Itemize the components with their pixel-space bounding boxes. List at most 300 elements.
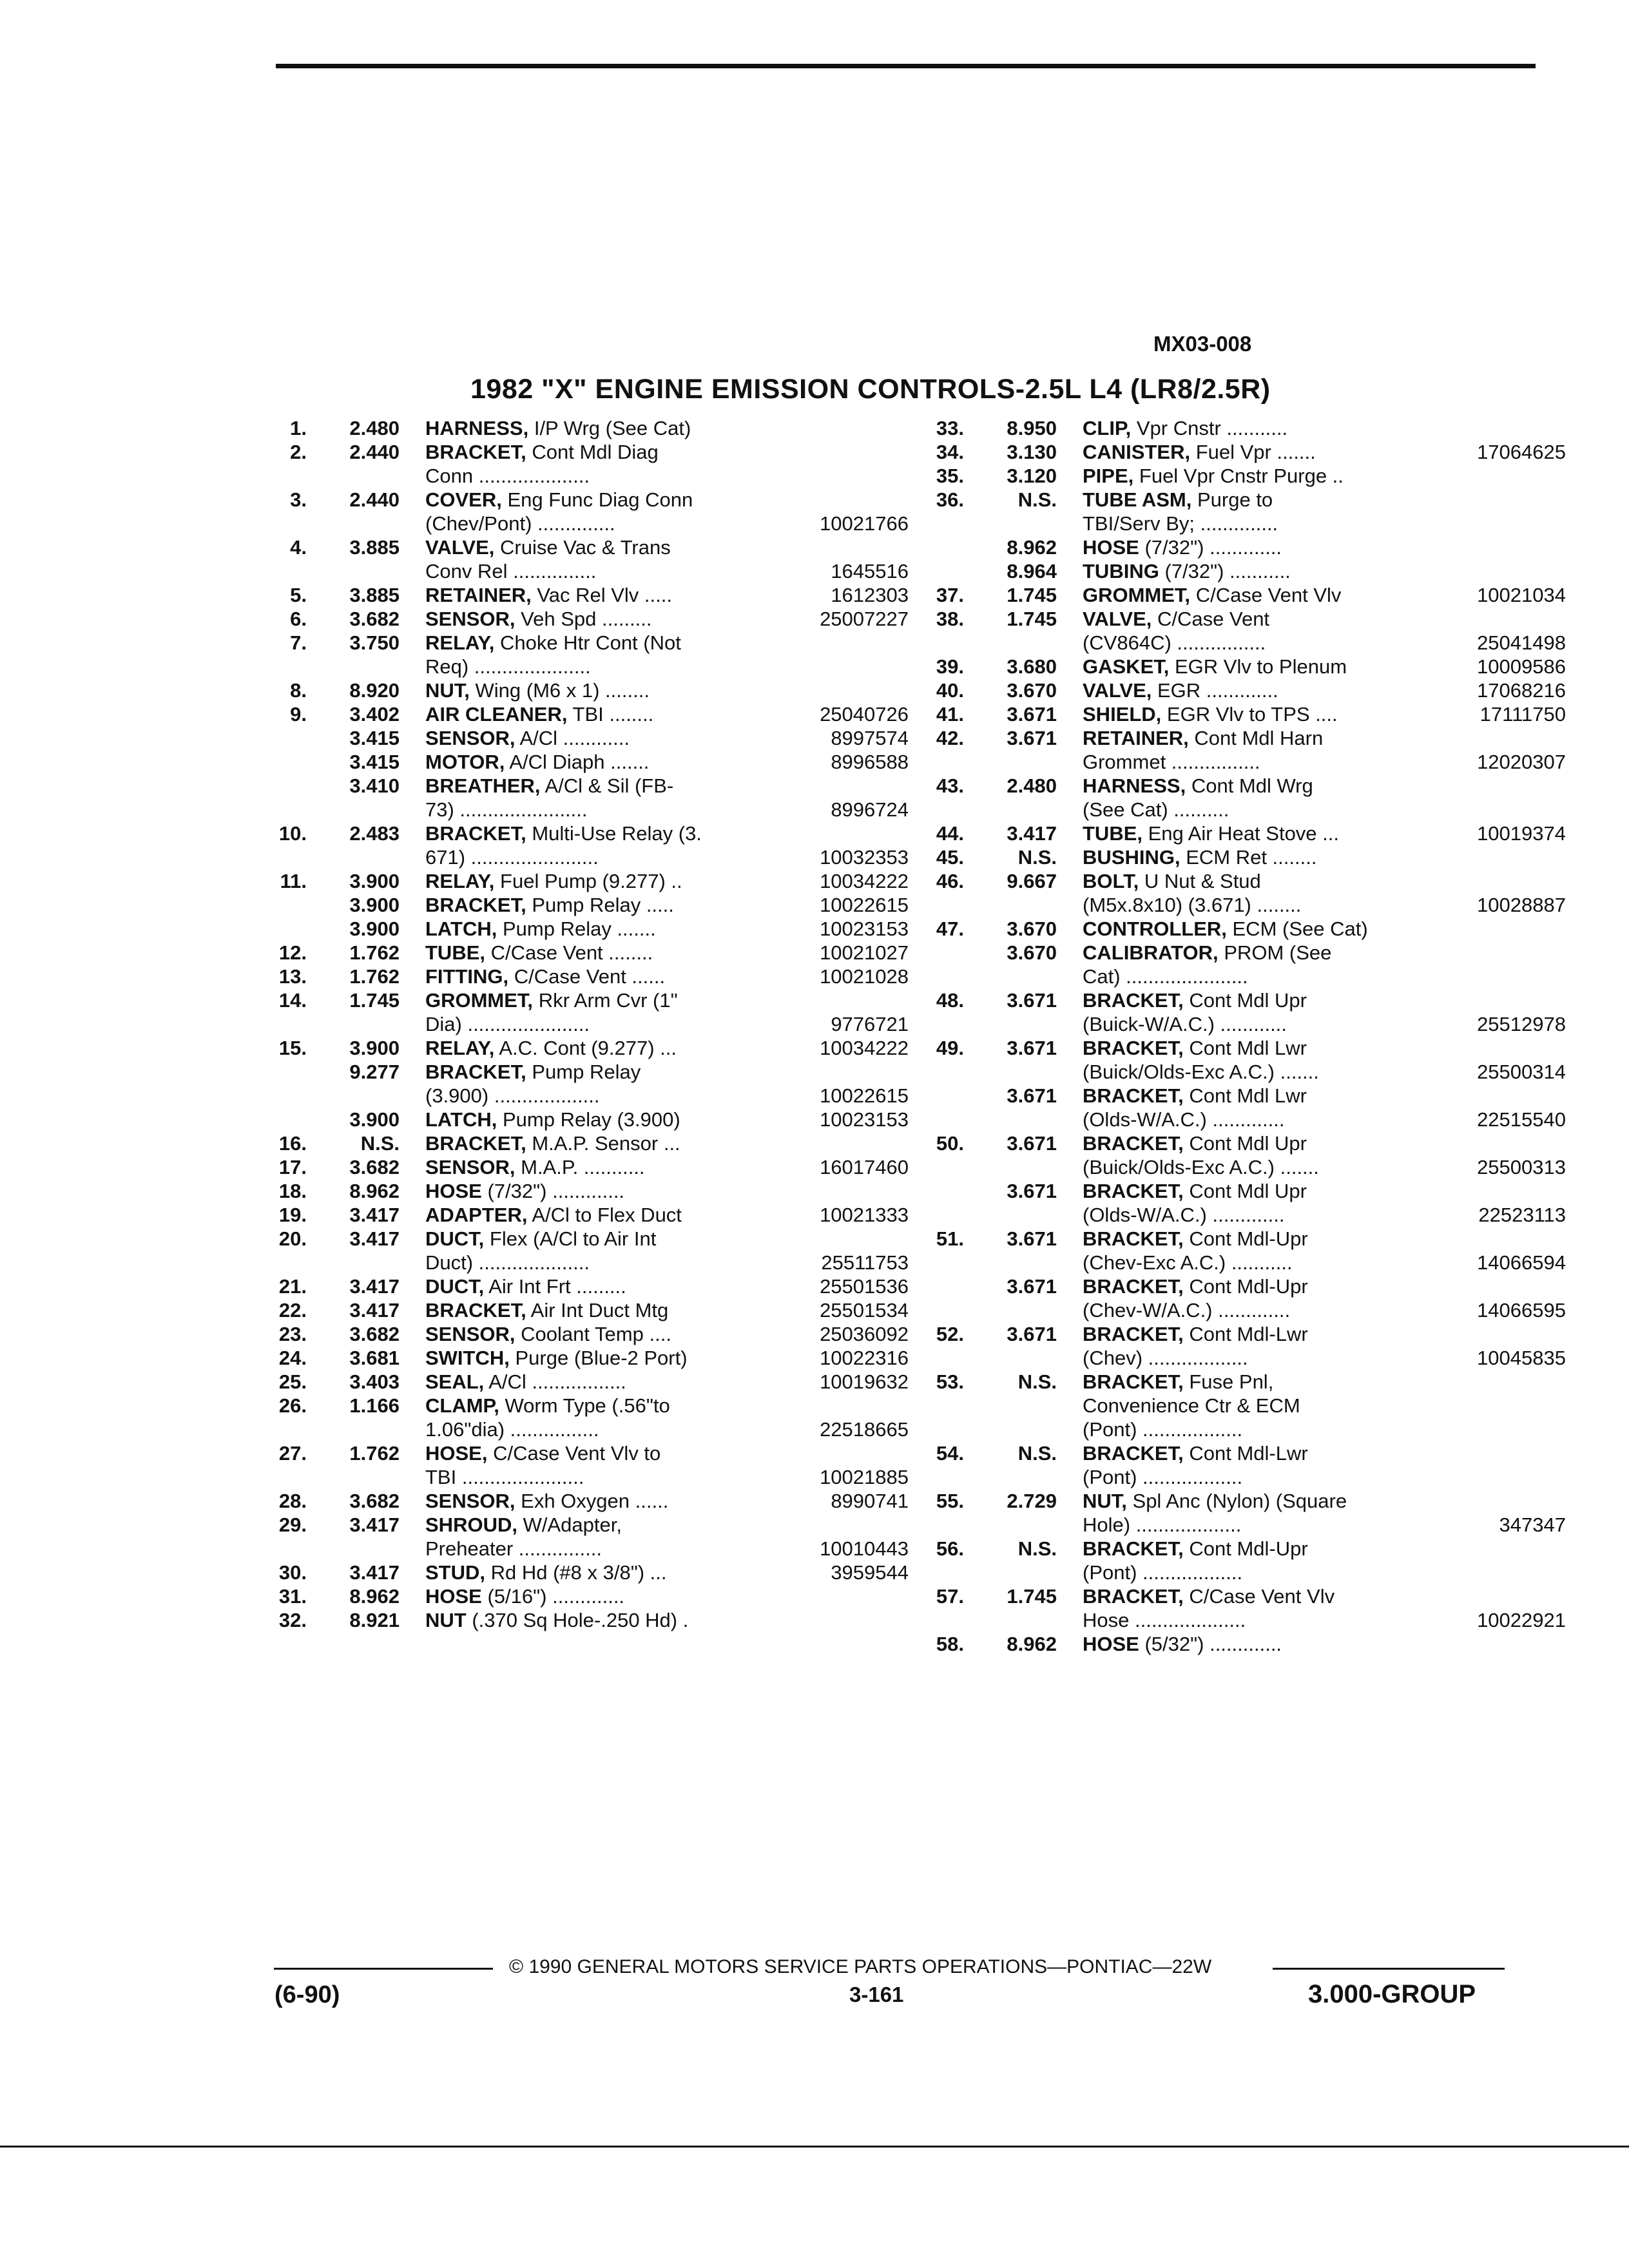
- part-description: [425, 1060, 773, 1108]
- item-number: 14.: [278, 989, 307, 1012]
- footer-page-number: 3-161: [849, 1983, 904, 2006]
- part-name: SEAL,: [425, 1370, 485, 1393]
- part-detail: Fuel Vpr Cnstr Purge ..: [1139, 465, 1344, 487]
- group-number: 3.885: [349, 584, 400, 606]
- parts-list-item: [264, 1584, 909, 1608]
- item-number: 28.: [278, 1490, 307, 1512]
- part-number: 25501536: [820, 1275, 909, 1298]
- part-description: [1083, 535, 1431, 559]
- part-detail: Pump Relay (3.900): [502, 1108, 680, 1131]
- part-description: [425, 1441, 773, 1489]
- item-number: 3.: [290, 488, 307, 511]
- part-detail: Cont Mdl Diag Conn ....................: [425, 441, 659, 487]
- part-name: TUBING: [1083, 560, 1159, 582]
- group-number: 3.415: [349, 727, 400, 749]
- part-description: [425, 1203, 773, 1227]
- group-number: 3.417: [349, 1275, 400, 1298]
- part-name: GASKET,: [1083, 655, 1170, 678]
- part-description: [425, 1179, 773, 1203]
- part-name: BRACKET,: [1083, 1227, 1184, 1250]
- part-number: 22515540: [1477, 1108, 1566, 1131]
- part-name: BRACKET,: [1083, 1537, 1184, 1560]
- part-name: TUBE ASM,: [1083, 488, 1192, 511]
- part-number: 25512978: [1477, 1013, 1566, 1035]
- part-detail: Cont Mdl Upr (Buick-W/A.C.) ............: [1083, 989, 1307, 1035]
- group-number: 3.671: [1007, 1227, 1057, 1250]
- part-number: 8996588: [831, 751, 909, 773]
- parts-list-item: [264, 1108, 909, 1131]
- part-name: RETAINER,: [425, 584, 532, 606]
- parts-list-item: [264, 631, 909, 678]
- part-name: BRACKET,: [1083, 1585, 1184, 1608]
- part-detail: EGR .............: [1157, 679, 1278, 702]
- part-number: 25041498: [1477, 631, 1566, 654]
- parts-list-item: [921, 1084, 1566, 1131]
- page-title: 1982 "X" ENGINE EMISSION CONTROLS-2.5L L4 (LR8/2.5R): [470, 374, 1271, 405]
- group-number: 3.671: [1007, 1132, 1057, 1155]
- parts-list-item: [264, 1489, 909, 1513]
- group-number: 8.964: [1007, 560, 1057, 582]
- item-number: 32.: [278, 1609, 307, 1631]
- item-number: 40.: [936, 679, 964, 702]
- parts-list-right: [921, 416, 1566, 1656]
- part-detail: (7/32") .............: [487, 1180, 625, 1202]
- part-description: [1083, 822, 1431, 845]
- parts-list-item: [264, 1394, 909, 1441]
- parts-list-item: [921, 1632, 1566, 1656]
- group-number: 3.900: [349, 870, 400, 892]
- parts-list-item: [264, 678, 909, 702]
- item-number: 10.: [278, 822, 307, 845]
- part-name: BRACKET,: [1083, 1180, 1184, 1202]
- part-name: BRACKET,: [425, 1061, 526, 1083]
- group-number: 3.900: [349, 918, 400, 940]
- parts-list-item: [264, 893, 909, 917]
- part-name: SENSOR,: [425, 608, 516, 630]
- parts-list-item: [264, 750, 909, 774]
- part-description: [1083, 1537, 1431, 1584]
- group-number: 3.403: [349, 1370, 400, 1393]
- part-name: BRACKET,: [425, 894, 526, 916]
- item-number: 50.: [936, 1132, 964, 1155]
- part-detail: Cont Mdl-Upr (Pont) ..................: [1083, 1537, 1308, 1584]
- part-name: BRACKET,: [1083, 1132, 1184, 1155]
- group-number: 8.962: [349, 1180, 400, 1202]
- parts-list-item: [264, 822, 909, 869]
- part-name: BRACKET,: [1083, 1275, 1184, 1298]
- item-number: 17.: [278, 1156, 307, 1178]
- part-name: HOSE: [425, 1180, 482, 1202]
- part-description: [425, 607, 773, 631]
- part-description: [425, 583, 773, 607]
- part-number: 25036092: [820, 1323, 909, 1345]
- footer-copyright: © 1990 GENERAL MOTORS SERVICE PARTS OPERATIONS—PONTIAC—22W: [509, 1956, 1212, 1977]
- part-description: [1083, 1084, 1431, 1131]
- group-number: 1.745: [349, 989, 400, 1012]
- part-description: [425, 750, 773, 774]
- item-number: 57.: [936, 1585, 964, 1608]
- part-number: 10019374: [1477, 822, 1566, 845]
- part-detail: Veh Spd .........: [521, 608, 652, 630]
- part-description: [1083, 1441, 1431, 1489]
- part-detail: Pump Relay .......: [502, 918, 656, 940]
- parts-list-item: [264, 1060, 909, 1108]
- group-number: 3.671: [1007, 1037, 1057, 1059]
- part-detail: ECM Ret ........: [1186, 846, 1317, 869]
- item-number: 6.: [290, 608, 307, 630]
- parts-list-item: [921, 1131, 1566, 1179]
- part-name: SENSOR,: [425, 727, 516, 749]
- parts-list-left: [264, 416, 909, 1632]
- part-name: DUCT,: [425, 1275, 485, 1298]
- footer-rule-left: [274, 1968, 493, 1970]
- part-number: 1645516: [831, 560, 909, 582]
- part-description: [425, 822, 773, 869]
- group-number: 3.670: [1007, 918, 1057, 940]
- parts-list-item: [921, 1584, 1566, 1632]
- part-name: BUSHING,: [1083, 846, 1181, 869]
- group-number: 8.962: [1007, 536, 1057, 559]
- part-description: [425, 1608, 773, 1632]
- parts-list-item: [921, 1370, 1566, 1441]
- part-name: PIPE,: [1083, 465, 1134, 487]
- part-number: 10021766: [820, 512, 909, 535]
- part-name: HOSE: [1083, 536, 1139, 559]
- part-description: [425, 1513, 773, 1561]
- part-detail: Purge to TBI/Serv By; ..............: [1083, 488, 1278, 535]
- part-detail: Cont Mdl Harn Grommet ................: [1083, 727, 1324, 773]
- group-number: 2.440: [349, 488, 400, 511]
- part-name: RELAY,: [425, 631, 495, 654]
- part-name: SENSOR,: [425, 1490, 516, 1512]
- part-number: 10021028: [820, 965, 909, 988]
- part-detail: Worm Type (.56"to 1.06"dia) ................: [425, 1394, 670, 1441]
- part-description: [1083, 1370, 1431, 1441]
- part-number: 10022921: [1477, 1609, 1566, 1631]
- part-detail: Cont Mdl-Upr (Chev-W/A.C.) .............: [1083, 1275, 1308, 1321]
- group-number: 1.745: [1007, 608, 1057, 630]
- group-number: 3.900: [349, 1108, 400, 1131]
- item-number: 27.: [278, 1442, 307, 1465]
- part-number: 1612303: [831, 584, 909, 606]
- group-number: 3.417: [1007, 822, 1057, 845]
- part-name: HARNESS,: [1083, 774, 1186, 797]
- part-name: BRACKET,: [1083, 1442, 1184, 1465]
- group-number: N.S.: [1017, 1370, 1057, 1393]
- part-description: [425, 702, 773, 726]
- part-description: [1083, 988, 1431, 1036]
- parts-list-item: [921, 559, 1566, 583]
- part-detail: Cont Mdl Upr (Buick/Olds-Exc A.C.) .......: [1083, 1132, 1319, 1178]
- group-number: 3.681: [349, 1347, 400, 1369]
- group-number: 3.900: [349, 894, 400, 916]
- part-number: 16017460: [820, 1156, 909, 1178]
- group-number: 2.440: [349, 441, 400, 463]
- group-number: 3.120: [1007, 465, 1057, 487]
- part-name: BRACKET,: [425, 822, 526, 845]
- part-detail: Cont Mdl Wrg (See Cat) ..........: [1083, 774, 1313, 821]
- part-description: [1083, 583, 1431, 607]
- parts-list-item: [921, 941, 1566, 988]
- part-name: BRACKET,: [425, 1132, 526, 1155]
- group-number: 3.671: [1007, 727, 1057, 749]
- part-name: GROMMET,: [1083, 584, 1191, 606]
- part-description: [425, 1322, 773, 1346]
- part-description: [1083, 917, 1431, 941]
- item-number: 16.: [278, 1132, 307, 1155]
- parts-list-item: [921, 917, 1566, 941]
- item-number: 33.: [936, 417, 964, 439]
- parts-list-item: [264, 988, 909, 1036]
- item-number: 41.: [936, 703, 964, 726]
- part-description: [1083, 869, 1431, 917]
- part-description: [425, 893, 773, 917]
- part-number: 10019632: [820, 1370, 909, 1393]
- parts-list-item: [921, 774, 1566, 822]
- item-number: 49.: [936, 1037, 964, 1059]
- part-number: 17111750: [1480, 703, 1566, 726]
- part-number: 10022615: [820, 1084, 909, 1107]
- item-number: 11.: [280, 870, 307, 892]
- group-number: 1.745: [1007, 584, 1057, 606]
- part-detail: Multi-Use Relay (3. 671) .......................: [425, 822, 702, 869]
- part-name: FITTING,: [425, 965, 509, 988]
- group-number: 1.745: [1007, 1585, 1057, 1608]
- part-name: BREATHER,: [425, 774, 541, 797]
- group-number: N.S.: [1017, 1537, 1057, 1560]
- parts-list-item: [264, 1346, 909, 1370]
- part-detail: Fuel Vpr .......: [1195, 441, 1316, 463]
- part-detail: EGR Vlv to Plenum: [1174, 655, 1347, 678]
- part-name: TUBE,: [425, 941, 485, 964]
- part-detail: A/Cl .................: [488, 1370, 626, 1393]
- part-name: SENSOR,: [425, 1323, 516, 1345]
- item-number: 47.: [936, 918, 964, 940]
- part-detail: C/Case Vent Vlv Hose ....................: [1083, 1585, 1335, 1631]
- parts-list-item: [264, 535, 909, 583]
- parts-list-item: [264, 1561, 909, 1584]
- part-number: 10034222: [820, 870, 909, 892]
- part-name: CALIBRATOR,: [1083, 941, 1219, 964]
- group-number: 3.417: [349, 1227, 400, 1250]
- part-name: BRACKET,: [1083, 1037, 1184, 1059]
- part-detail: Fuel Pump (9.277) ..: [500, 870, 682, 892]
- item-number: 38.: [936, 608, 964, 630]
- part-name: DUCT,: [425, 1227, 485, 1250]
- item-number: 4.: [290, 536, 307, 559]
- group-number: 3.671: [1007, 1180, 1057, 1202]
- group-number: 1.166: [349, 1394, 400, 1417]
- part-detail: Pump Relay (3.900) ...................: [425, 1061, 641, 1107]
- parts-list-item: [921, 464, 1566, 488]
- parts-list-item: [921, 1322, 1566, 1370]
- part-detail: PROM (See Cat) ......................: [1083, 941, 1332, 988]
- part-name: NUT,: [1083, 1490, 1127, 1512]
- item-number: 18.: [278, 1180, 307, 1202]
- part-detail: Wing (M6 x 1) ........: [475, 679, 650, 702]
- parts-list-item: [264, 1322, 909, 1346]
- parts-list-item: [921, 488, 1566, 535]
- part-description: [425, 917, 773, 941]
- part-description: [1083, 607, 1431, 655]
- part-name: VALVE,: [425, 536, 495, 559]
- part-detail: Eng Func Diag Conn (Chev/Pont) ..............: [425, 488, 693, 535]
- part-detail: W/Adapter, Preheater ...............: [425, 1514, 622, 1560]
- item-number: 56.: [936, 1537, 964, 1560]
- group-number: 3.417: [349, 1204, 400, 1226]
- parts-list-item: [264, 1298, 909, 1322]
- part-name: SWITCH,: [425, 1347, 510, 1369]
- part-description: [425, 726, 773, 750]
- item-number: 55.: [936, 1490, 964, 1512]
- part-name: TUBE,: [1083, 822, 1142, 845]
- item-number: 39.: [936, 655, 964, 678]
- part-detail: Cont Mdl-Lwr (Pont) ..................: [1083, 1442, 1308, 1488]
- part-description: [1083, 488, 1431, 535]
- part-name: NUT,: [425, 679, 470, 702]
- group-number: 2.480: [1007, 774, 1057, 797]
- item-number: 58.: [936, 1633, 964, 1655]
- part-detail: (7/32") .............: [1144, 536, 1282, 559]
- parts-list-item: [921, 1537, 1566, 1584]
- part-description: [425, 678, 773, 702]
- part-detail: A/Cl & Sil (FB- 73) .......................: [425, 774, 674, 821]
- part-number: 3959544: [831, 1561, 909, 1584]
- parts-list-item: [264, 702, 909, 726]
- parts-list-item: [921, 822, 1566, 845]
- part-number: 10021885: [820, 1466, 909, 1488]
- part-name: BOLT,: [1083, 870, 1139, 892]
- item-number: 20.: [278, 1227, 307, 1250]
- part-name: BRACKET,: [1083, 1370, 1184, 1393]
- parts-list-item: [264, 1155, 909, 1179]
- part-detail: C/Case Vent ........: [490, 941, 653, 964]
- part-description: [1083, 774, 1431, 822]
- part-number: 14066594: [1477, 1251, 1566, 1274]
- item-number: 21.: [278, 1275, 307, 1298]
- part-number: 25500313: [1477, 1156, 1566, 1178]
- part-detail: Purge (Blue-2 Port): [515, 1347, 688, 1369]
- part-number: 10022615: [820, 894, 909, 916]
- part-number: 10021027: [820, 941, 909, 964]
- part-description: [1083, 1632, 1431, 1656]
- part-detail: (5/32") .............: [1144, 1633, 1282, 1655]
- parts-list-item: [921, 440, 1566, 464]
- item-number: 26.: [278, 1394, 307, 1417]
- parts-list-item: [264, 607, 909, 631]
- footer-rule-right: [1273, 1968, 1505, 1970]
- group-number: 3.670: [1007, 941, 1057, 964]
- part-number: 10022316: [820, 1347, 909, 1369]
- group-number: 8.962: [349, 1585, 400, 1608]
- part-description: [425, 1584, 773, 1608]
- group-number: 3.670: [1007, 679, 1057, 702]
- parts-list-item: [264, 1441, 909, 1489]
- parts-list-item: [264, 1131, 909, 1155]
- parts-list-item: [921, 1179, 1566, 1227]
- part-number: 25040726: [820, 703, 909, 726]
- group-number: 3.415: [349, 751, 400, 773]
- group-number: 3.671: [1007, 1323, 1057, 1345]
- parts-list-item: [264, 1227, 909, 1274]
- item-number: 1.: [290, 417, 307, 439]
- part-description: [425, 1298, 773, 1322]
- item-number: 52.: [936, 1323, 964, 1345]
- parts-list-item: [921, 1441, 1566, 1489]
- part-name: ADAPTER,: [425, 1204, 528, 1226]
- bottom-rule: [0, 2146, 1629, 2148]
- item-number: 53.: [936, 1370, 964, 1393]
- part-number: 10021034: [1477, 584, 1566, 606]
- part-name: CANISTER,: [1083, 441, 1191, 463]
- part-detail: M.A.P. Sensor ...: [532, 1132, 680, 1155]
- part-detail: Rd Hd (#8 x 3/8") ...: [490, 1561, 667, 1584]
- top-rule: [276, 64, 1536, 68]
- group-number: 3.130: [1007, 441, 1057, 463]
- item-number: 19.: [278, 1204, 307, 1226]
- part-number: 10028887: [1477, 894, 1566, 916]
- part-name: HOSE: [1083, 1633, 1139, 1655]
- part-detail: Cont Mdl-Lwr (Chev) ..................: [1083, 1323, 1308, 1369]
- item-number: 31.: [278, 1585, 307, 1608]
- parts-list-item: [264, 774, 909, 822]
- part-description: [425, 1036, 773, 1060]
- group-number: 2.729: [1007, 1490, 1057, 1512]
- part-name: HOSE,: [425, 1442, 488, 1465]
- parts-list-item: [264, 1370, 909, 1394]
- part-detail: Exh Oxygen ......: [521, 1490, 669, 1512]
- part-description: [425, 440, 773, 488]
- parts-list-item: [264, 869, 909, 893]
- group-number: N.S.: [360, 1132, 400, 1155]
- part-detail: Spl Anc (Nylon) (Square Hole) ...................: [1083, 1490, 1347, 1536]
- parts-list-item: [921, 655, 1566, 678]
- item-number: 13.: [278, 965, 307, 988]
- part-name: LATCH,: [425, 918, 497, 940]
- item-number: 24.: [278, 1347, 307, 1369]
- item-number: 35.: [936, 465, 964, 487]
- group-number: 8.920: [349, 679, 400, 702]
- part-description: [425, 1561, 773, 1584]
- part-detail: Air Int Duct Mtg: [530, 1299, 669, 1321]
- item-number: 30.: [278, 1561, 307, 1584]
- part-detail: TBI ........: [572, 703, 654, 726]
- parts-list-item: [264, 1274, 909, 1298]
- part-description: [425, 488, 773, 535]
- part-description: [1083, 464, 1431, 488]
- group-number: 9.667: [1007, 870, 1057, 892]
- part-name: HARNESS,: [425, 417, 529, 439]
- part-number: 17064625: [1477, 441, 1566, 463]
- parts-list-item: [264, 941, 909, 965]
- part-detail: (7/32") ...........: [1164, 560, 1291, 582]
- parts-list-item: [264, 1608, 909, 1632]
- part-detail: EGR Vlv to TPS ....: [1166, 703, 1338, 726]
- parts-list-item: [264, 416, 909, 440]
- item-number: 12.: [278, 941, 307, 964]
- footer-date-code: (6-90): [275, 1981, 340, 2008]
- part-description: [425, 965, 773, 988]
- part-number: 22518665: [820, 1418, 909, 1441]
- part-number: 10032353: [820, 846, 909, 869]
- group-number: 1.762: [349, 941, 400, 964]
- part-name: AIR CLEANER,: [425, 703, 568, 726]
- group-number: 3.410: [349, 774, 400, 797]
- group-number: 3.682: [349, 1490, 400, 1512]
- group-number: 3.671: [1007, 1275, 1057, 1298]
- part-name: RELAY,: [425, 870, 495, 892]
- part-detail: Cont Mdl Lwr (Olds-W/A.C.) .............: [1083, 1084, 1307, 1131]
